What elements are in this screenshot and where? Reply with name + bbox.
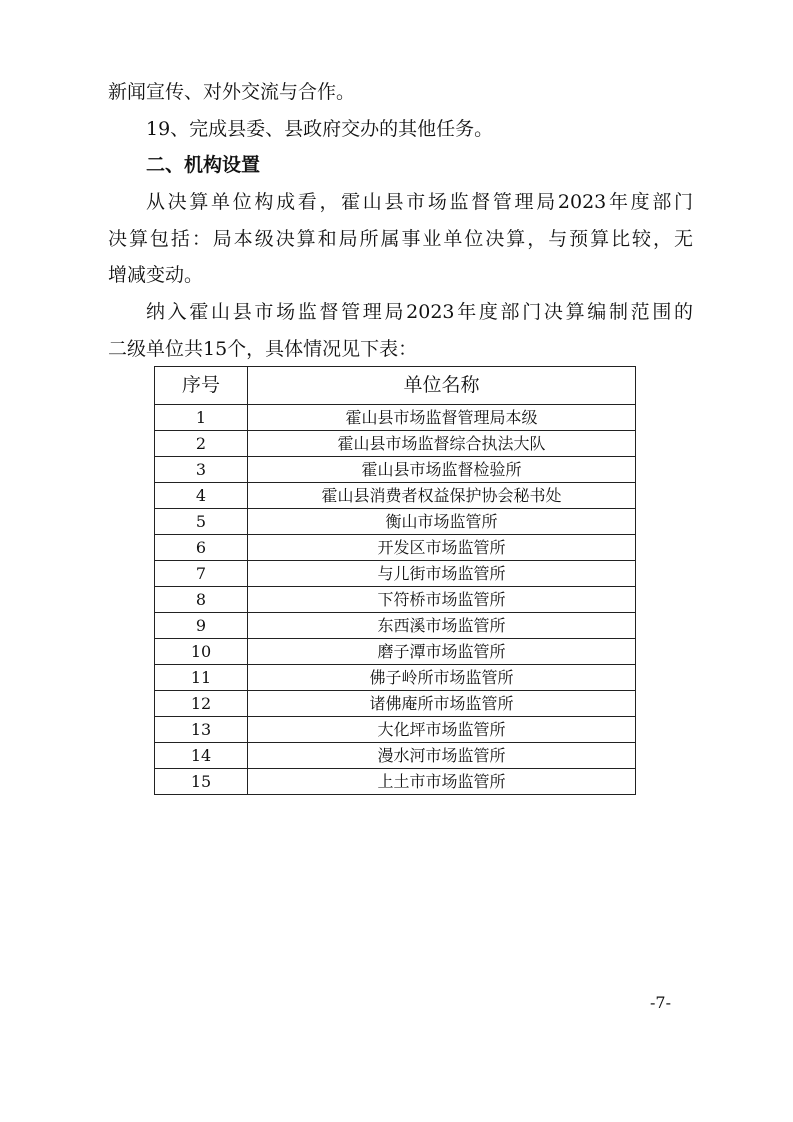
cell-no: 3 [155, 457, 248, 483]
table-row [155, 717, 636, 743]
cell-name: 霍山县市场监督管理局本级 [248, 405, 636, 431]
table-row [155, 743, 636, 769]
cell-no: 1 [155, 405, 248, 431]
cell-no: 15 [155, 769, 248, 795]
cell-name: 佛子岭所市场监管所 [248, 665, 636, 691]
table-row [155, 691, 636, 717]
cell-no: 12 [155, 691, 248, 717]
header-unit-name: 单位名称 [248, 367, 636, 405]
cell-name: 东西溪市场监管所 [248, 613, 636, 639]
cell-name: 磨子潭市场监管所 [248, 639, 636, 665]
table-row [155, 483, 636, 509]
cell-name: 霍山县市场监督检验所 [248, 457, 636, 483]
paragraph-item-19: 19、完成县委、县政府交办的其他任务。 [146, 118, 494, 140]
paragraph-composition-line3: 增减变动。 [108, 264, 204, 286]
table-header-row [155, 367, 636, 405]
paragraph-composition-line1: 从决算单位构成看，霍山县市场监督管理局2023年度部门 [146, 191, 693, 213]
table-row [155, 535, 636, 561]
table-row [155, 509, 636, 535]
cell-name: 与儿街市场监管所 [248, 561, 636, 587]
cell-name: 开发区市场监管所 [248, 535, 636, 561]
cell-name: 霍山县市场监督综合执法大队 [248, 431, 636, 457]
paragraph-scope-line2: 二级单位共15个，具体情况见下表： [108, 338, 418, 360]
table-row [155, 405, 636, 431]
cell-name: 衡山市场监管所 [248, 509, 636, 535]
table-row [155, 665, 636, 691]
table-row [155, 457, 636, 483]
cell-name: 上土市市场监管所 [248, 769, 636, 795]
cell-no: 8 [155, 587, 248, 613]
table-row [155, 561, 636, 587]
cell-no: 7 [155, 561, 248, 587]
table-row [155, 613, 636, 639]
cell-name: 大化坪市场监管所 [248, 717, 636, 743]
section-title: 二、机构设置 [146, 154, 261, 176]
cell-name: 霍山县消费者权益保护协会秘书处 [248, 483, 636, 509]
table-row [155, 769, 636, 795]
cell-no: 9 [155, 613, 248, 639]
units-table [154, 366, 636, 795]
cell-no: 10 [155, 639, 248, 665]
cell-no: 4 [155, 483, 248, 509]
cell-no: 5 [155, 509, 248, 535]
cell-no: 6 [155, 535, 248, 561]
header-serial-number: 序号 [155, 367, 248, 405]
paragraph-composition-line2: 决算包括：局本级决算和局所属事业单位决算，与预算比较，无 [108, 228, 693, 250]
table-row [155, 431, 636, 457]
table-row [155, 587, 636, 613]
paragraph-continuation: 新闻宣传、对外交流与合作。 [108, 81, 356, 103]
cell-no: 13 [155, 717, 248, 743]
cell-name: 下符桥市场监管所 [248, 587, 636, 613]
page-number: -7- [650, 993, 671, 1012]
cell-no: 11 [155, 665, 248, 691]
cell-name: 漫水河市场监管所 [248, 743, 636, 769]
table-row [155, 639, 636, 665]
cell-no: 14 [155, 743, 248, 769]
cell-name: 诸佛庵所市场监管所 [248, 691, 636, 717]
paragraph-scope-line1: 纳入霍山县市场监督管理局2023年度部门决算编制范围的 [146, 301, 693, 323]
cell-no: 2 [155, 431, 248, 457]
